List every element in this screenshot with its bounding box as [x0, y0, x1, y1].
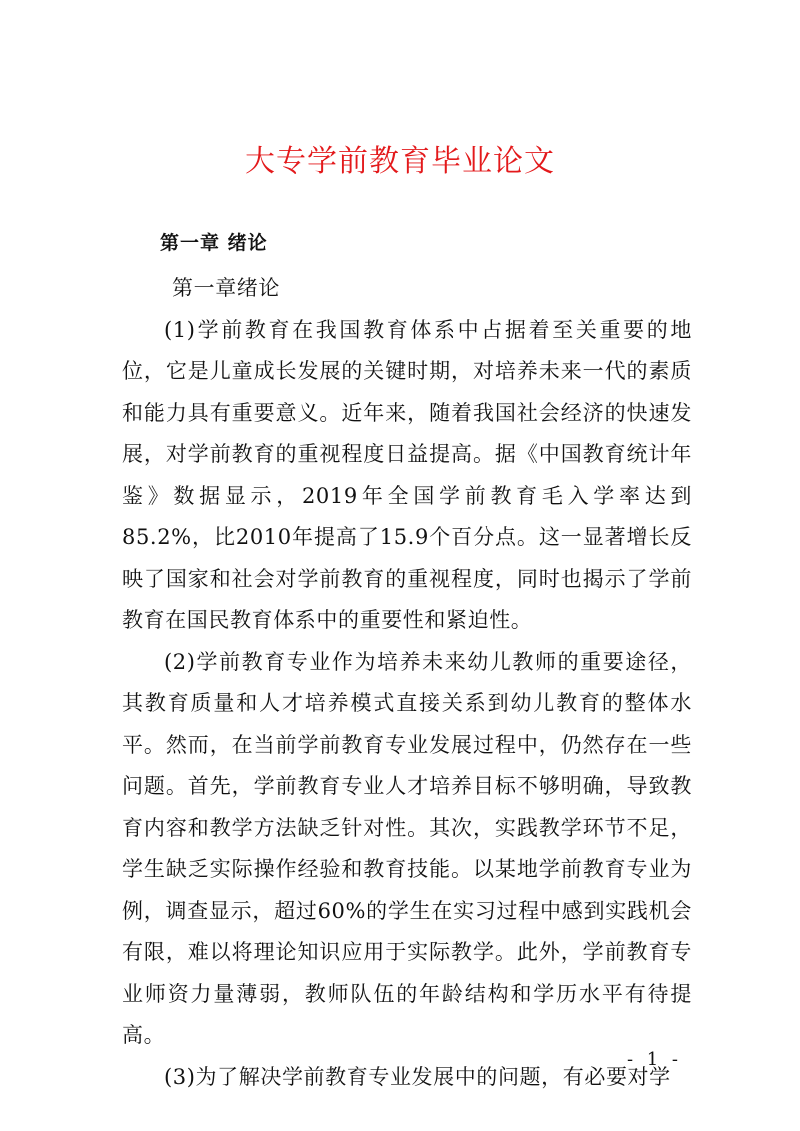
paragraph-1: (1)学前教育在我国教育体系中占据着至关重要的地位，它是儿童成长发展的关键时期，对培养未来一代的素质和能力具有重要意义。近年来，随着我国社会经济的快速发展，对学前教育的重视程度日益提高。据《中国教育统计年鉴》数据显示，2019年全国学前教育毛入学率达到85.2%，比2010年提高了15.9个百分点。这一显著增长反映了国家和社会对学前教育的重视程度，同时也揭示了学前教育在国民教育体系中的重要性和紧迫性。 — [122, 317, 692, 632]
document-title: 大专学前教育毕业论文 — [245, 144, 555, 179]
chapter-heading: 第一章 绪论 — [160, 232, 268, 254]
section-subheading: 第一章绪论 — [172, 276, 280, 300]
paragraph-3: (3)为了解决学前教育专业发展中的问题，有必要对学 — [164, 1064, 671, 1089]
paragraph-2: (2)学前教育专业作为培养未来幼儿教师的重要途径，其教育质量和人才培养模式直接关系到幼儿教育的整体水平。然而，在当前学前教育专业发展过程中，仍然存在一些问题。首先，学前教育专业人才培养目标不够明确，导致教育内容和教学方法缺乏针对性。其次，实践教学环节不足，学生缺乏实际操作经验和教育技能。以某地学前教育专业为例，调查显示，超过60%的学生在实习过程中感到实践机会有限，难以将理论知识应用于实际教学。此外，学前教育专业师资力量薄弱，教师队伍的年龄结构和学历水平有待提高。 — [122, 649, 692, 1047]
body-text — [122, 268, 692, 1098]
page-number: - 1 - — [626, 1049, 682, 1070]
